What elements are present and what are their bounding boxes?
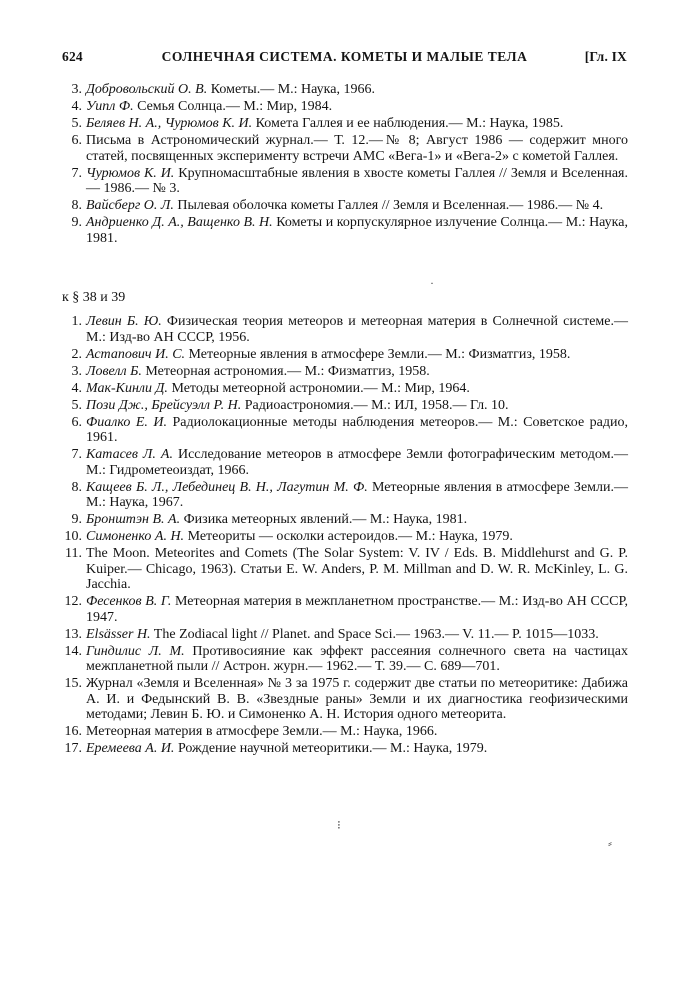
page-header <box>62 49 627 67</box>
reference-text: Радиолокационные методы наблюдения метеоров.— М.: Советское радио, 1961. <box>86 414 628 445</box>
reference-item <box>62 447 628 478</box>
reference-text: The Zodiacal light // Planet. and Space Sci.— 1963.— V. 11.— P. 1015—1033. <box>150 626 599 642</box>
reference-number: 5. <box>71 397 82 413</box>
reference-number: 3. <box>71 363 82 379</box>
reference-number: 1. <box>71 314 82 329</box>
chapter-label: [Гл. IX <box>584 49 627 64</box>
reference-author: Левин Б. Ю. <box>86 314 162 329</box>
reference-author: Беляев Н. А., Чурюмов К. И. <box>86 116 253 131</box>
reference-number: 5. <box>71 116 82 131</box>
print-speck: ⁝ <box>337 818 341 832</box>
reference-item <box>62 594 628 625</box>
reference-item <box>62 215 628 246</box>
reference-number: 15. <box>64 676 82 691</box>
reference-text: Письма в Астрономический журнал.— Т. 12.—№ 8; Август 1986 — содержит много статей, посвященных эксперименту встречи АМС «Вега-1» и «Вега-2» с кометой Галлея. <box>86 133 628 164</box>
reference-author: Бронштэн В. А. <box>86 512 181 527</box>
reference-author: Уипл Ф. <box>86 99 134 114</box>
print-speck: ⸗ <box>608 836 612 850</box>
reference-text: Метеорная астрономия.— М.: Физматгиз, 1958. <box>141 363 430 379</box>
reference-text: Физическая теория метеоров и метеорная материя в Солнечной системе.— М.: Изд-во АН СССР, 1956. <box>86 314 628 345</box>
reference-text: Методы метеорной астрономии.— М.: Мир, 1964. <box>167 380 470 396</box>
reference-text: Радиоастрономия.— М.: ИЛ, 1958.— Гл. 10. <box>241 397 509 413</box>
reference-author: Симоненко А. Н. <box>86 529 185 544</box>
reference-number: 4. <box>71 380 82 396</box>
reference-text: Кометы.— М.: Наука, 1966. <box>207 82 375 97</box>
reference-number: 8. <box>71 198 82 213</box>
reference-author: Андриенко Д. А., Ващенко В. Н. <box>86 215 273 230</box>
reference-author: Чурюмов К. И. <box>86 165 175 181</box>
reference-list-meteors <box>62 314 628 758</box>
reference-number: 9. <box>71 215 82 230</box>
reference-number: 7. <box>71 165 82 181</box>
reference-number: 3. <box>71 82 82 97</box>
reference-list-comets <box>62 82 628 248</box>
reference-item <box>62 724 628 740</box>
reference-text: Семья Солнца.— М.: Мир, 1984. <box>133 99 333 114</box>
reference-number: 17. <box>64 741 82 756</box>
reference-author: Кащеев Б. Л., Лебединец В. Н., Лагутин М. Ф. <box>86 479 368 495</box>
reference-number: 6. <box>71 414 82 430</box>
reference-item <box>62 546 628 593</box>
reference-item <box>62 82 628 98</box>
reference-text: Рождение научной метеоритики.— М.: Наука, 1979. <box>174 741 488 756</box>
reference-text: Крупномасштабные явления в хвосте кометы Галлея // Земля и Вселенная.— 1986.— № 3. <box>86 165 628 196</box>
reference-text: Метеориты — осколки астероидов.— М.: Наука, 1979. <box>184 529 513 544</box>
reference-number: 4. <box>71 99 82 114</box>
reference-item <box>62 99 628 115</box>
reference-item <box>62 347 628 363</box>
reference-item <box>62 741 628 757</box>
reference-text: The Moon. Meteorites and Comets (The Solar System: V. IV / Eds. B. Middlehurst and G. P. Kuiper.— Chicago, 1963). Статьи E. W. Anders, P. M. Millman and D. W. R. McKinley, L. G. Jacchia. <box>86 546 628 592</box>
reference-number: 11. <box>65 546 82 561</box>
reference-text: Кометы и корпускулярное излучение Солнца.— М.: Наука, 1981. <box>86 215 628 246</box>
reference-text: Метеорные явления в атмосфере Земли.— М.: Наука, 1967. <box>86 479 628 510</box>
reference-item <box>62 381 628 397</box>
reference-number: 10. <box>64 529 82 544</box>
reference-author: Пози Дж., Брейсуэлл Р. Н. <box>86 397 242 413</box>
reference-author: Добровольский О. В. <box>86 82 208 97</box>
reference-number: 13. <box>64 626 82 642</box>
reference-author: Ловелл Б. <box>86 363 142 379</box>
reference-number: 14. <box>64 643 82 659</box>
reference-item <box>62 398 628 414</box>
reference-item <box>62 415 628 446</box>
reference-author: Катасев Л. А. <box>86 447 173 462</box>
reference-item <box>62 644 628 675</box>
reference-item <box>62 116 628 132</box>
reference-author: Elsässer H. <box>86 626 151 642</box>
reference-text: Метеорные явления в атмосфере Земли.— М.: Физматгиз, 1958. <box>185 346 571 362</box>
reference-text: Метеорная материя в атмосфере Земли.— М.: Наука, 1966. <box>86 724 438 739</box>
reference-item <box>62 166 628 197</box>
reference-text: Метеорная материя в межпланетном пространстве.— М.: Изд-во АН СССР, 1947. <box>86 594 628 625</box>
reference-number: 2. <box>71 346 82 362</box>
running-title: СОЛНЕЧНАЯ СИСТЕМА. КОМЕТЫ И МАЛЫЕ ТЕЛА <box>161 49 528 64</box>
page-number: 624 <box>62 49 83 64</box>
print-speck: · <box>430 276 434 290</box>
reference-number: 7. <box>71 447 82 462</box>
reference-number: 6. <box>71 133 82 148</box>
reference-item <box>62 676 628 723</box>
reference-author: Мак-Кинли Д. <box>86 380 168 396</box>
reference-item <box>62 627 628 643</box>
section-heading: к § 38 и 39 <box>62 290 126 305</box>
reference-item <box>62 314 628 345</box>
reference-number: 8. <box>71 479 82 495</box>
reference-author: Фиалко Е. И. <box>86 414 167 430</box>
reference-item <box>62 198 628 214</box>
reference-author: Вайсберг О. Л. <box>86 198 174 213</box>
reference-number: 16. <box>64 724 82 739</box>
reference-number: 12. <box>64 594 82 609</box>
reference-text: Журнал «Земля и Вселенная» № 3 за 1975 г. содержит две статьи по метеоритике: Дабижа А. И. и Федынский В. В. «Звездные раны» Земли и их диагностика геофизическими методами; Левин Б. Ю. и Симоненко А. Н. История одного метеорита. <box>86 676 628 722</box>
reference-author: Гиндилис Л. М. <box>86 643 185 659</box>
reference-text: Комета Галлея и ее наблюдения.— М.: Наука, 1985. <box>252 116 564 131</box>
reference-text: Физика метеорных явлений.— М.: Наука, 1981. <box>180 512 468 527</box>
reference-text: Пылевая оболочка кометы Галлея // Земля и Вселенная.— 1986.— № 4. <box>173 198 604 213</box>
reference-author: Еремеева А. И. <box>86 741 175 756</box>
reference-author: Фесенков В. Г. <box>86 594 172 609</box>
reference-item <box>62 529 628 545</box>
reference-item <box>62 364 628 380</box>
reference-item <box>62 512 628 528</box>
reference-text: Исследование метеоров в атмосфере Земли фотографическим методом.— М.: Гидрометеоиздат, 1966. <box>86 447 628 478</box>
reference-item <box>62 133 628 164</box>
reference-number: 9. <box>71 512 82 527</box>
reference-text: Противосияние как эффект рассеяния солнечного света на частицах межпланетной пыли // Астрон. журн.— 1962.— Т. 39.— С. 689—701. <box>86 643 628 674</box>
reference-author: Астапович И. С. <box>86 346 186 362</box>
reference-item <box>62 480 628 511</box>
